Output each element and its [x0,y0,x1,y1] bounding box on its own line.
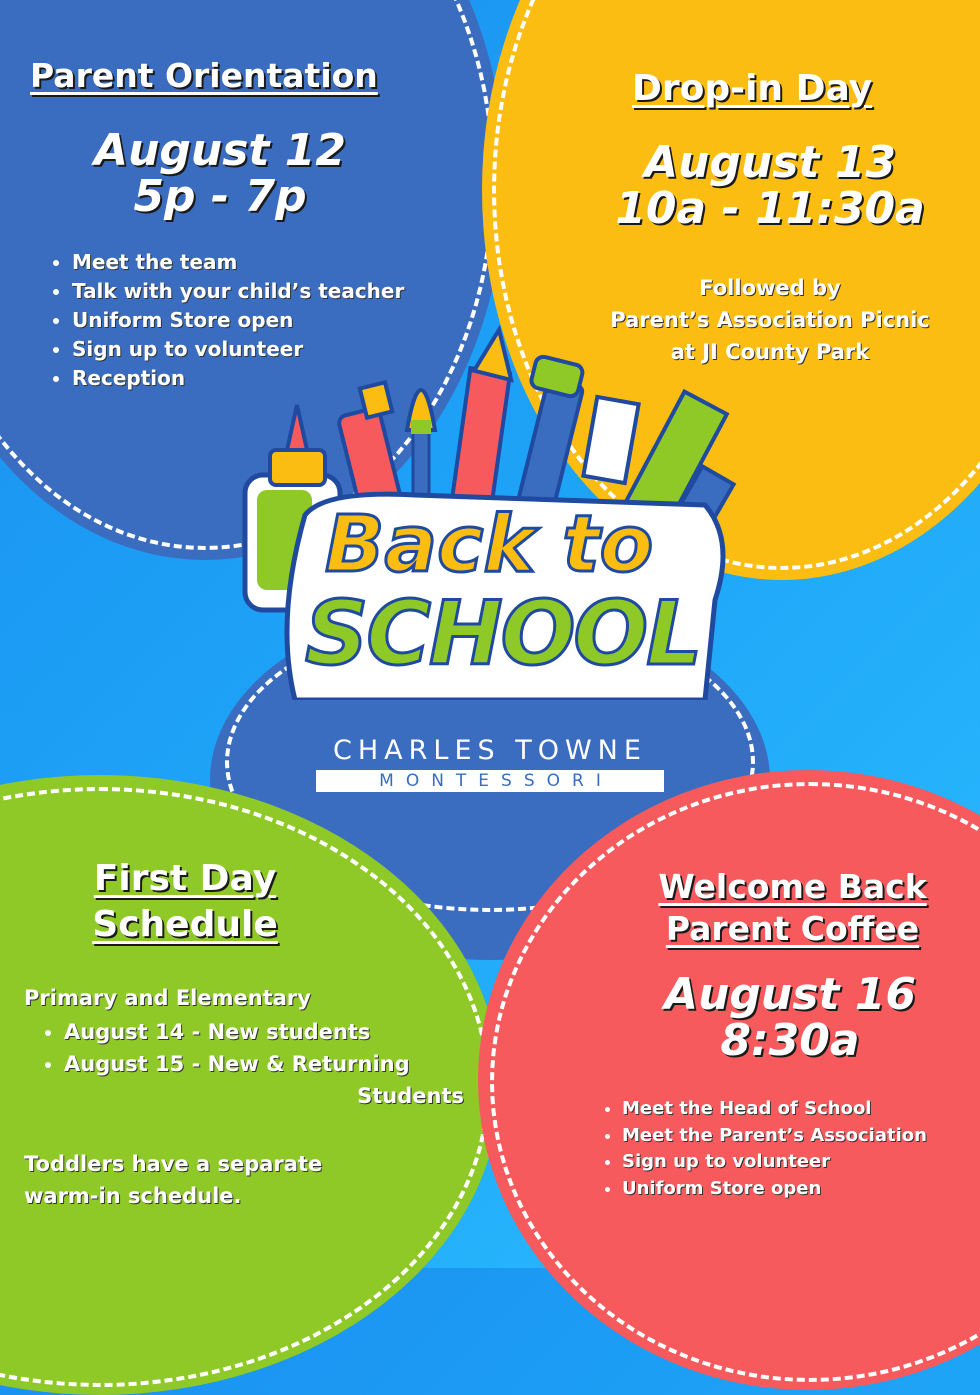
list-item: • August 14 - New students [64,1016,464,1048]
list-item: • Uniform Store open [72,306,404,335]
school-logo [290,735,690,792]
first-day-list [42,1016,464,1112]
drop-in-time-line: 10a - 11:30a [615,183,925,235]
followed-line: at JI County Park [670,340,870,364]
first-day-heading-line: Schedule [92,904,278,945]
welcome-back-heading [630,866,955,950]
drop-in-date-line: August 13 [644,137,896,188]
followed-line: Followed by [699,276,841,300]
parent-orientation-heading: Parent Orientation [30,56,378,95]
first-day-heading-line: First Day [93,858,277,899]
list-item: • Uniform Store open [622,1176,927,1203]
list-item: • Sign up to volunteer [72,335,404,364]
logo-school-text: SCHOOL [305,582,701,685]
back-to-school-logo [235,320,755,700]
welcome-back-heading-line: Parent Coffee [665,909,920,948]
list-item: • Meet the Parent’s Association [622,1123,927,1150]
list-item: • Meet the team [72,248,404,277]
logo-back-to-text: Back to [325,500,654,590]
list-item: • Reception [72,364,404,393]
first-day-subtitle: Primary and Elementary [24,986,311,1010]
school-subname: MONTESSORI [316,770,664,792]
list-item-text: August 15 - New & Returning [64,1052,410,1076]
parent-orientation-date-line: August 12 [94,125,346,176]
welcome-back-heading-line: Welcome Back [658,867,927,906]
welcome-back-date-line: August 16 [664,969,916,1020]
first-day-toddler-note: Toddlers have a separate warm-in schedule. [24,1152,323,1208]
list-item: • Sign up to volunteer [622,1149,927,1176]
list-item: • Meet the Head of School [622,1096,927,1123]
list-item: • Talk with your child’s teacher [72,277,404,306]
list-item-wrap-text: Students [357,1084,464,1108]
welcome-back-date [640,969,940,1067]
first-day-heading [50,856,320,948]
welcome-back-list [600,1096,927,1202]
parent-orientation-date [60,125,380,223]
list-item [64,1048,464,1112]
followed-line: Parent’s Association Picnic [610,308,930,332]
parent-orientation-time-line: 5p - 7p [133,171,307,223]
drop-in-date [590,137,950,235]
drop-in-heading: Drop-in Day [632,68,873,109]
eraser-icon [583,397,638,483]
school-name: CHARLES TOWNE [333,735,647,766]
welcome-back-time-line: 8:30a [720,1015,860,1067]
